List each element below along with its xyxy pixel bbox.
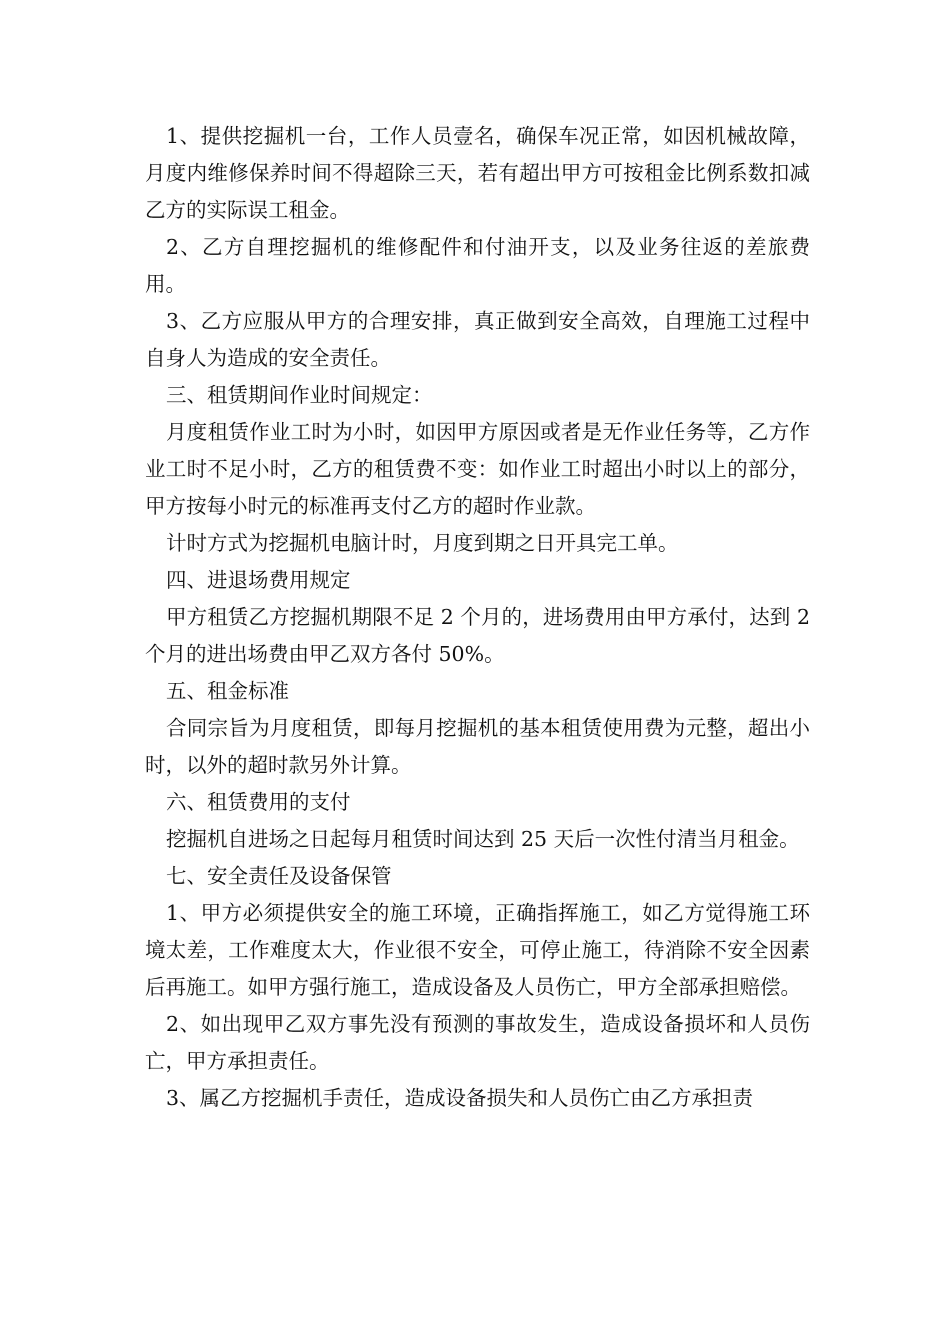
paragraph-safety-3: 3、属乙方挖掘机手责任，造成设备损失和人员伤亡由乙方承担责 — [166, 1086, 754, 1110]
paragraph-clause-2-maintenance: 2、乙方自理挖掘机的维修配件和付油开支，以及业务往返的差旅费用。 — [145, 235, 810, 296]
paragraph-clause-1-equipment: 1、提供挖掘机一台，工作人员壹名，确保车况正常，如因机械故障，月度内维修保养时间不得超除三天，若有超出甲方可按租金比例系数扣减乙方的实际误工租金。 — [145, 124, 810, 222]
paragraph-timing-method: 计时方式为挖掘机电脑计时，月度到期之日开具完工单。 — [166, 531, 679, 555]
section-heading-payment: 六、租赁费用的支付 — [166, 790, 351, 814]
section-heading-entry-exit-fees: 四、进退场费用规定 — [166, 568, 351, 592]
paragraph-safety-2: 2、如出现甲乙双方事先没有预测的事故发生，造成设备损坏和人员伤亡，甲方承担责任。 — [145, 1012, 810, 1073]
paragraph-work-hours: 月度租赁作业工时为小时，如因甲方原因或者是无作业任务等，乙方作业工时不足小时，乙方的租赁费不变：如作业工时超出小时以上的部分，甲方按每小时元的标准再支付乙方的超时作业款。 — [145, 420, 810, 518]
paragraph-safety-1: 1、甲方必须提供安全的施工环境，正确指挥施工，如乙方觉得施工环境太差，工作难度太大，作业很不安全，可停止施工，待消除不安全因素后再施工。如甲方强行施工，造成设备及人员伤亡，甲方全部承担赔偿。 — [145, 901, 810, 999]
paragraph-clause-3-safety: 3、乙方应服从甲方的合理安排，真正做到安全高效，自理施工过程中自身人为造成的安全责任。 — [145, 309, 810, 370]
paragraph-rent-standard: 合同宗旨为月度租赁，即每月挖掘机的基本租赁使用费为元整，超出小时，以外的超时款另外计算。 — [145, 716, 810, 777]
paragraph-payment: 挖掘机自进场之日起每月租赁时间达到 25 天后一次性付清当月租金。 — [166, 827, 800, 851]
section-heading-work-hours: 三、租赁期间作业时间规定： — [166, 383, 433, 407]
document-body — [145, 118, 810, 1117]
paragraph-entry-exit-fees: 甲方租赁乙方挖掘机期限不足 2 个月的，进场费用由甲方承付，达到 2 个月的进出场费由甲乙双方各付 50%。 — [145, 605, 810, 666]
section-heading-safety-custody: 七、安全责任及设备保管 — [166, 864, 392, 888]
section-heading-rent-standard: 五、租金标准 — [166, 679, 289, 703]
